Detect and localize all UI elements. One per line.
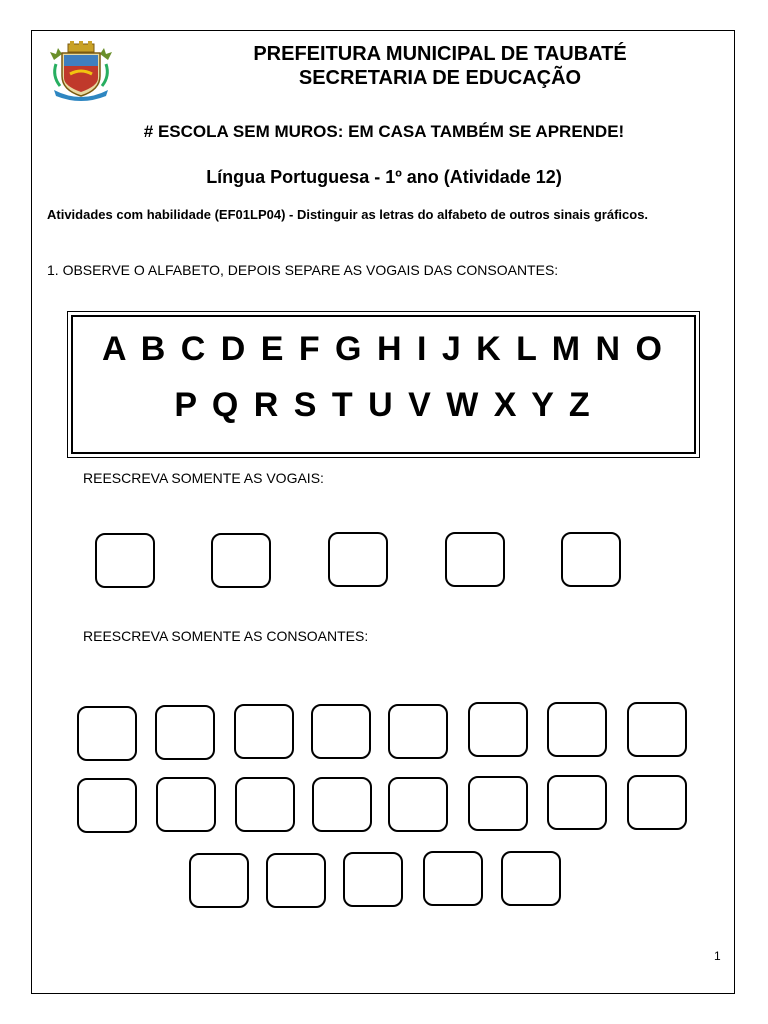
alphabet-row-2: P Q R S T U V W X Y Z — [174, 386, 593, 424]
consonant-answer-box[interactable] — [266, 853, 326, 908]
header-title: PREFEITURA MUNICIPAL DE TAUBATÉ — [253, 43, 627, 65]
consonant-answer-box[interactable] — [388, 777, 448, 832]
consonant-answer-box[interactable] — [235, 777, 295, 832]
vowel-answer-box[interactable] — [445, 532, 505, 587]
consonant-answer-box[interactable] — [77, 706, 137, 761]
campaign-title: # ESCOLA SEM MUROS: EM CASA TAMBÉM SE APRENDE! — [143, 122, 625, 141]
consonant-answer-box[interactable] — [468, 702, 528, 757]
vowel-answer-box[interactable] — [328, 532, 388, 587]
consonant-answer-box[interactable] — [234, 704, 294, 759]
consonant-answer-box[interactable] — [189, 853, 249, 908]
header-subtitle: SECRETARIA DE EDUCAÇÃO — [298, 67, 582, 89]
consonant-answer-box[interactable] — [77, 778, 137, 833]
vowel-answer-box[interactable] — [95, 533, 155, 588]
municipal-crest-icon — [46, 40, 116, 102]
consonant-answer-box[interactable] — [311, 704, 371, 759]
vowel-answer-box[interactable] — [211, 533, 271, 588]
consonant-answer-box[interactable] — [343, 852, 403, 907]
consonant-answer-box[interactable] — [501, 851, 561, 906]
consonant-answer-box[interactable] — [155, 705, 215, 760]
alphabet-row-1: A B C D E F G H I J K L M N O — [101, 330, 666, 368]
consonant-answer-box[interactable] — [627, 775, 687, 830]
skill-description: Atividades com habilidade (EF01LP04) - Distinguir as letras do alfabeto de outros sinais gráficos. — [47, 207, 649, 222]
consonant-answer-box[interactable] — [468, 776, 528, 831]
consonants-instruction: REESCREVA SOMENTE AS CONSOANTES: — [83, 628, 369, 644]
alphabet-box — [67, 311, 700, 458]
consonant-answer-box[interactable] — [156, 777, 216, 832]
consonant-answer-box[interactable] — [547, 702, 607, 757]
question-1: 1. OBSERVE O ALFABETO, DEPOIS SEPARE AS VOGAIS DAS CONSOANTES: — [47, 262, 559, 278]
vowel-answer-box[interactable] — [561, 532, 621, 587]
consonant-answer-box[interactable] — [312, 777, 372, 832]
page-number: 1 — [714, 949, 721, 963]
consonant-answer-box[interactable] — [547, 775, 607, 830]
consonant-answer-box[interactable] — [627, 702, 687, 757]
alphabet-inner-frame — [71, 315, 696, 454]
consonant-answer-box[interactable] — [423, 851, 483, 906]
vowels-instruction: REESCREVA SOMENTE AS VOGAIS: — [83, 470, 324, 486]
consonant-answer-box[interactable] — [388, 704, 448, 759]
activity-title: Língua Portuguesa - 1º ano (Atividade 12) — [206, 167, 562, 187]
